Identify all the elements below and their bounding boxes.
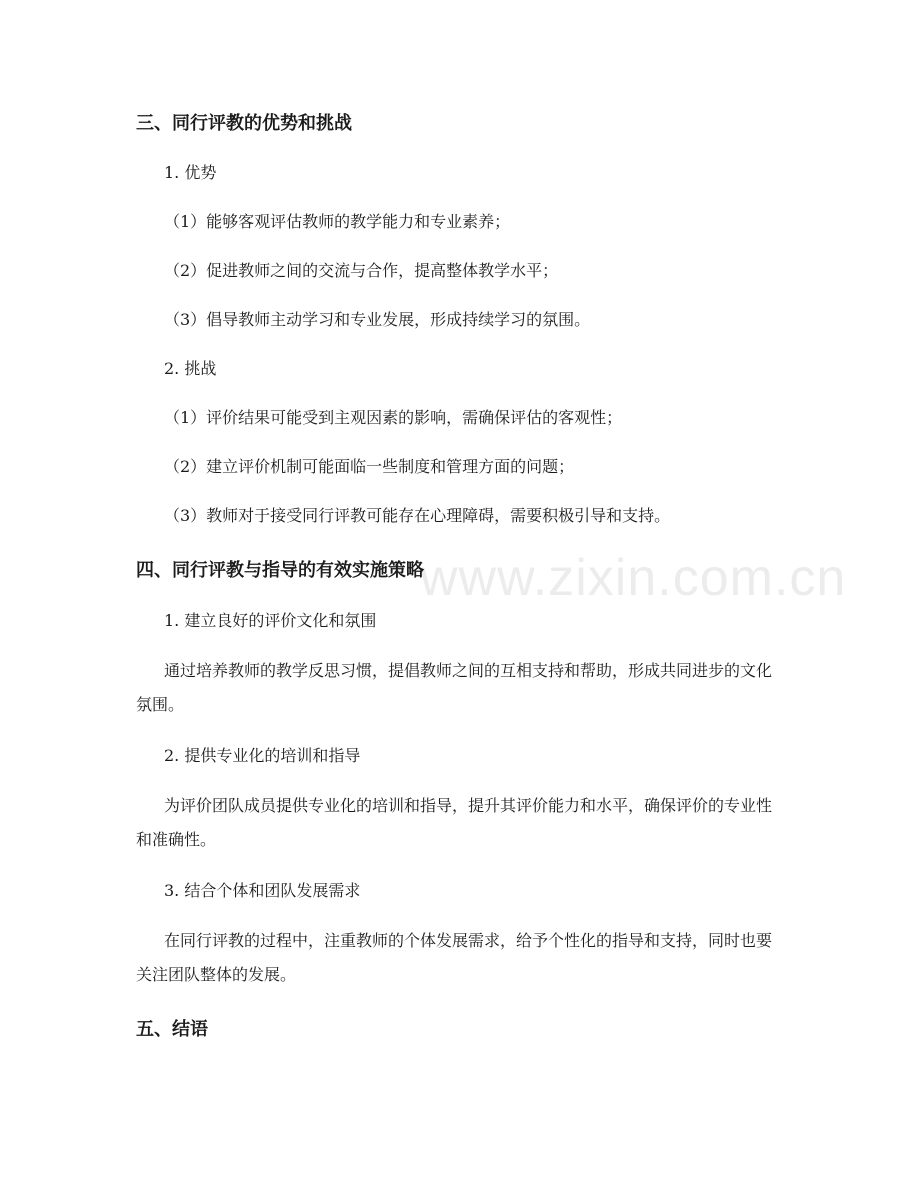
strategy-3-text: 在同行评教的过程中，注重教师的个体发展需求，给予个性化的指导和支持，同时也要关注团队整体的发展。 <box>136 931 773 984</box>
challenges-label: 2. 挑战 <box>164 359 217 378</box>
section-3-heading: 三、同行评教的优势和挑战 <box>136 113 352 134</box>
strategy-2-label: 2. 提供专业化的培训和指导 <box>164 746 361 765</box>
advantage-item-2: （2）促进教师之间的交流与合作，提高整体教学水平； <box>164 261 559 280</box>
strategy-3-label: 3. 结合个体和团队发展需求 <box>164 881 361 900</box>
strategy-1-text: 通过培养教师的教学反思习惯，提倡教师之间的互相支持和帮助，形成共同进步的文化氛围。 <box>136 661 773 714</box>
advantage-item-1: （1）能够客观评估教师的教学能力和专业素养； <box>164 212 511 231</box>
challenge-item-3: （3）教师对于接受同行评教可能存在心理障碍，需要积极引导和支持。 <box>164 506 671 525</box>
strategy-2-text: 为评价团队成员提供专业化的培训和指导，提升其评价能力和水平，确保评价的专业性和准确性。 <box>136 796 773 849</box>
challenge-item-1: （1）评价结果可能受到主观因素的影响，需确保评估的客观性； <box>164 408 623 427</box>
strategy-1-label: 1. 建立良好的评价文化和氛围 <box>164 611 377 630</box>
challenge-item-2: （2）建立评价机制可能面临一些制度和管理方面的问题； <box>164 457 575 476</box>
section-5-heading: 五、结语 <box>136 1019 208 1040</box>
watermark: www.zixin.com.cn <box>420 549 847 607</box>
section-4-heading: 四、同行评教与指导的有效实施策略 <box>136 560 424 581</box>
advantages-label: 1. 优势 <box>164 163 217 182</box>
advantage-item-3: （3）倡导教师主动学习和专业发展，形成持续学习的氛围。 <box>164 310 591 329</box>
